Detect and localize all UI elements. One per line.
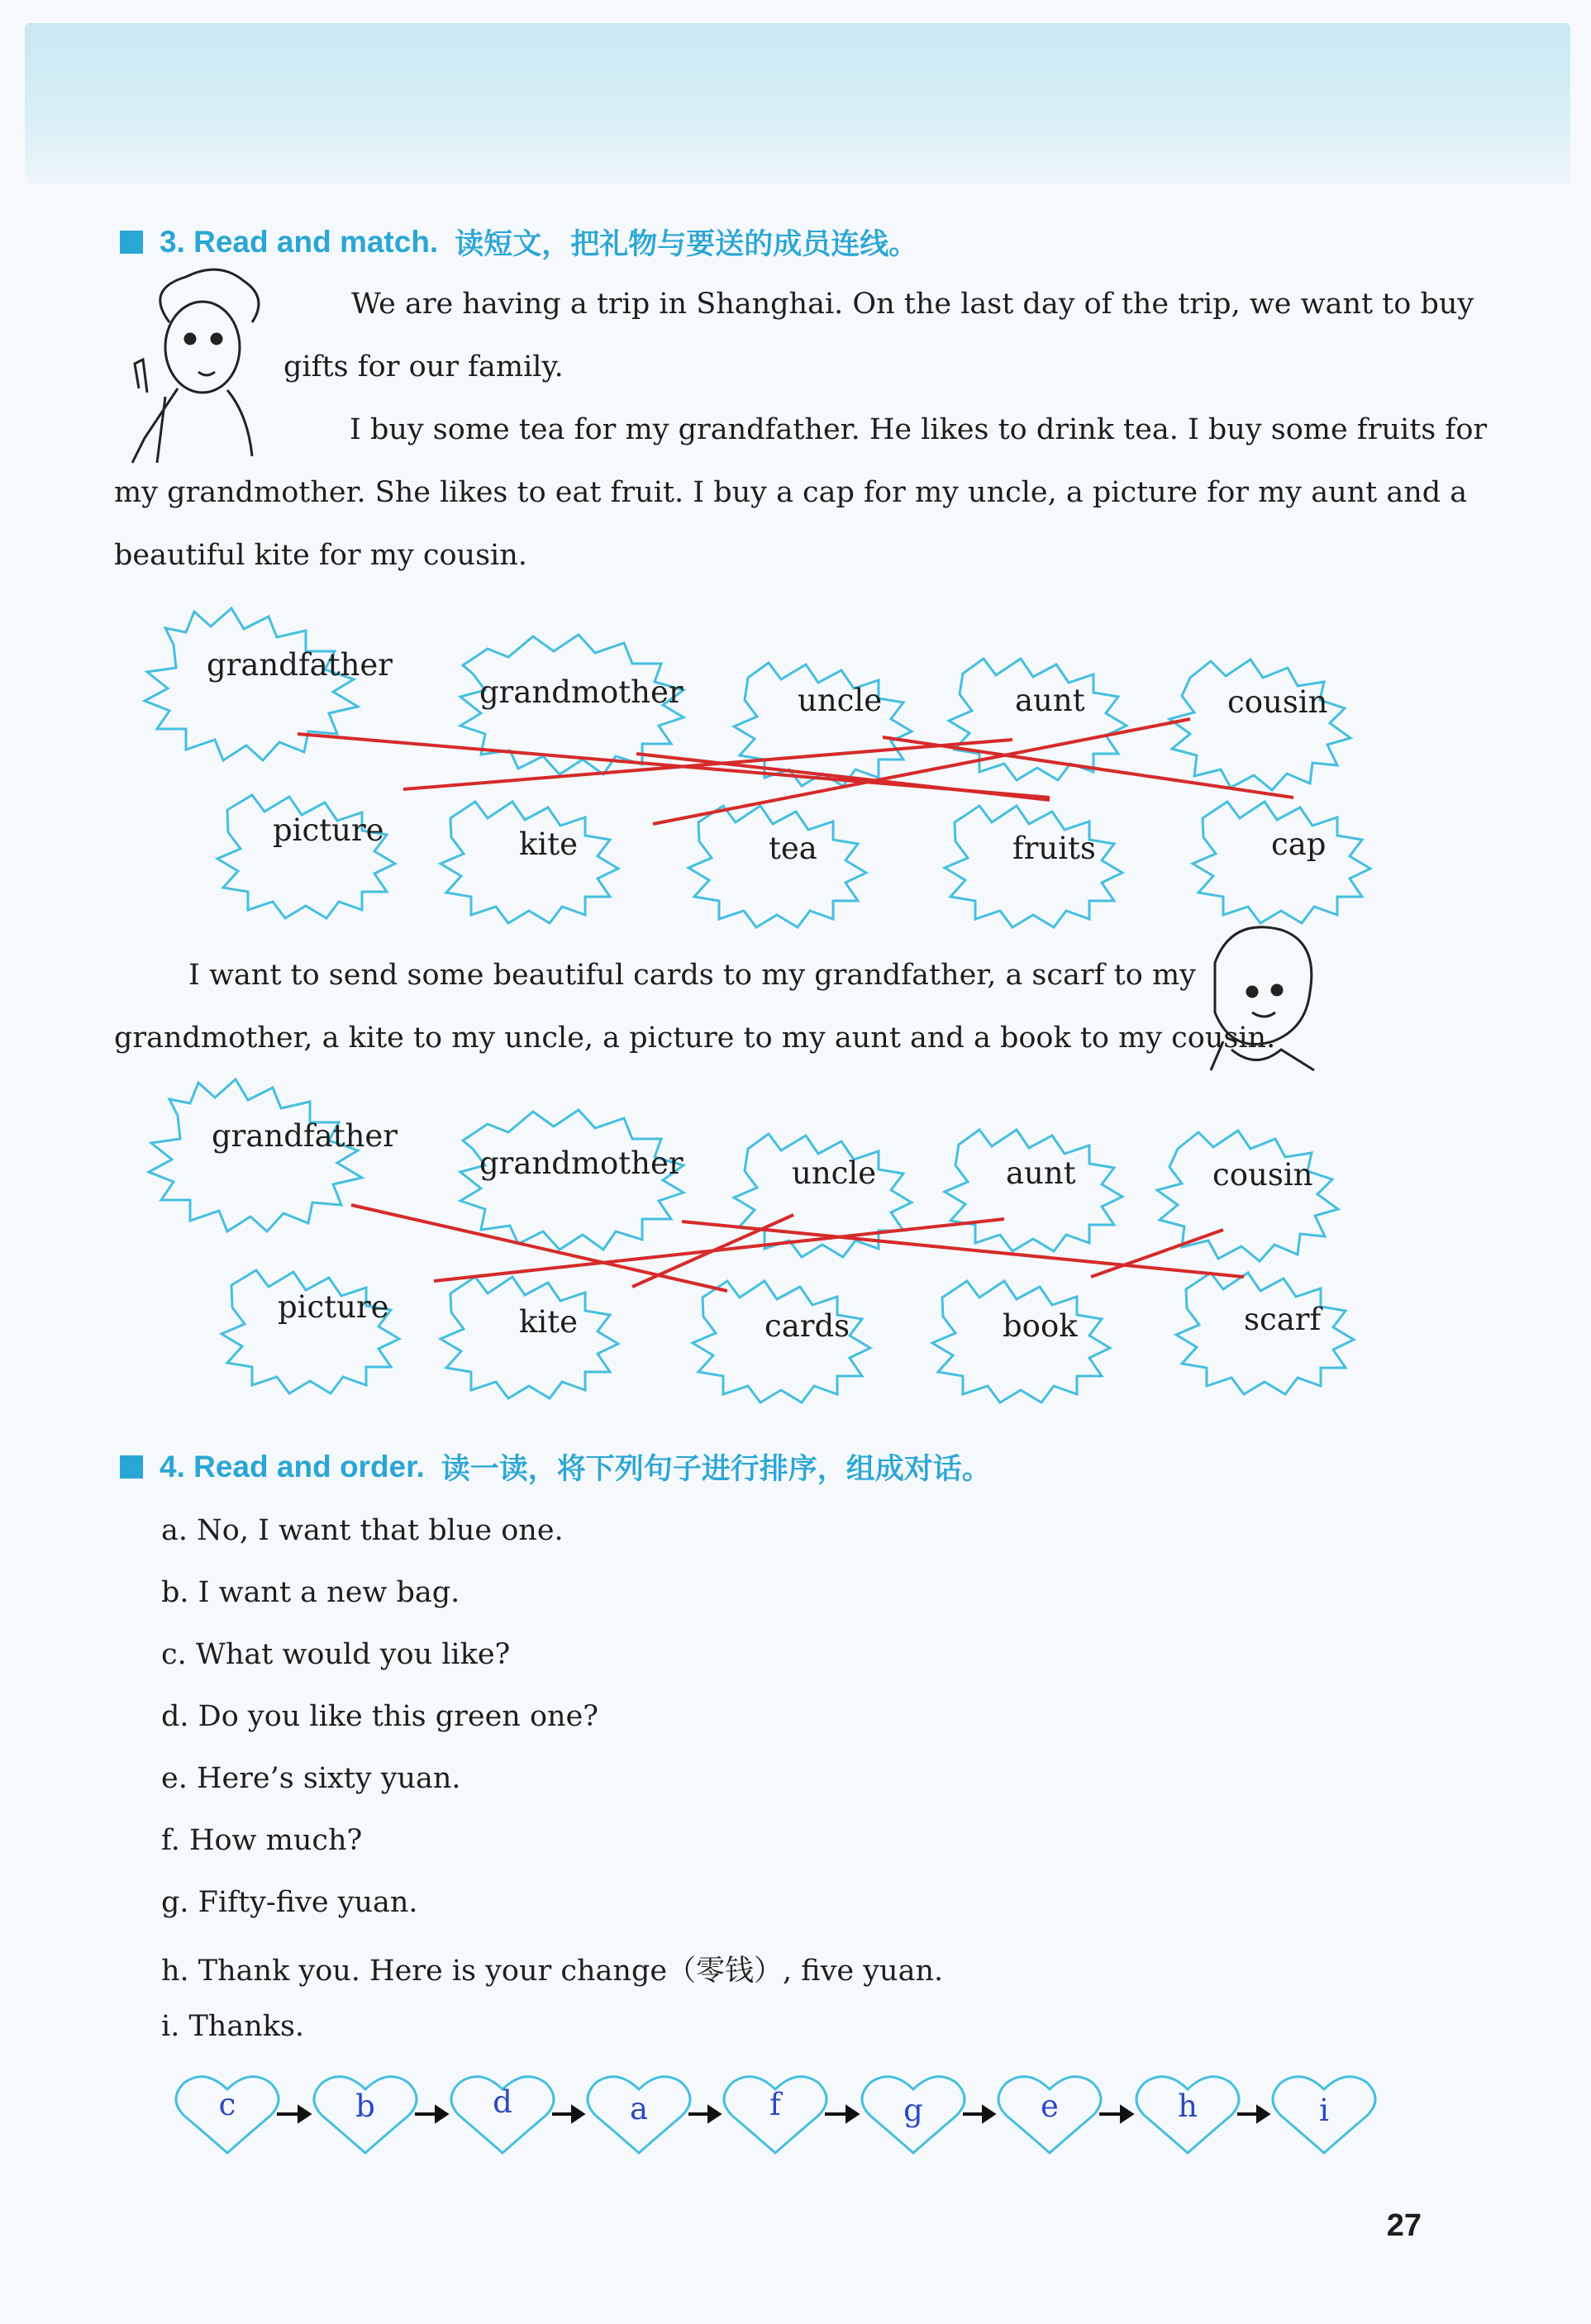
answer-slot-9: i bbox=[1319, 2093, 1329, 2128]
answer-slot-8: h bbox=[1178, 2088, 1198, 2124]
answer-slot-7: e bbox=[1041, 2088, 1059, 2124]
match2-gift-picture: picture bbox=[278, 1289, 389, 1325]
answer-slot-5: f bbox=[769, 2087, 781, 2122]
answer-slot-6: g bbox=[903, 2093, 923, 2128]
option-a: a. No, I want that blue one. bbox=[161, 1514, 564, 1547]
passage2-line1: I want to send some beautiful cards to my grandfather, a scarf to my bbox=[188, 959, 1196, 992]
passage1-line3: I buy some tea for my grandfather. He likes to drink tea. I buy some fruits for bbox=[350, 413, 1488, 446]
match1-gift-cap: cap bbox=[1271, 826, 1327, 862]
passage2-line2: grandmother, a kite to my uncle, a picture to my aunt and a book to my cousin. bbox=[114, 1022, 1276, 1055]
option-i: i. Thanks. bbox=[161, 2010, 305, 2043]
passage1-line2: gifts for our family. bbox=[283, 350, 564, 383]
match1-gift-fruits: fruits bbox=[1012, 831, 1096, 866]
match1-gift-tea: tea bbox=[769, 831, 817, 866]
match2-family-uncle: uncle bbox=[792, 1155, 877, 1191]
passage1-line1: We are having a trip in Shanghai. On the last day of the trip, we want to buy bbox=[351, 288, 1474, 321]
match1-family-uncle: uncle bbox=[798, 683, 883, 718]
answer-slot-2: b bbox=[355, 2088, 375, 2124]
page-number: 27 bbox=[1386, 2208, 1422, 2243]
match2-gift-book: book bbox=[1003, 1308, 1078, 1344]
passage1-line4: my grandmother. She likes to eat fruit. I buy a cap for my uncle, a picture for my aunt and a bbox=[114, 476, 1468, 509]
section4-title-cn: 读一读，将下列句子进行排序，组成对话。 bbox=[441, 1452, 991, 1486]
match1-family-grandfather: grandfather bbox=[207, 647, 393, 683]
answer-slot-3: d bbox=[493, 2084, 512, 2120]
option-e: e. Here’s sixty yuan. bbox=[161, 1762, 461, 1795]
option-d: d. Do you like this green one? bbox=[161, 1700, 599, 1733]
match1-gift-kite: kite bbox=[519, 826, 579, 862]
option-h: h. Thank you. Here is your change（零钱）, five yuan. bbox=[161, 1955, 944, 1988]
match2-gift-scarf: scarf bbox=[1244, 1302, 1322, 1337]
option-b: b. I want a new bag. bbox=[161, 1576, 460, 1609]
match2-family-aunt: aunt bbox=[1006, 1155, 1076, 1191]
match2-family-grandfather: grandfather bbox=[212, 1118, 398, 1154]
section3-title-cn: 读短文，把礼物与要送的成员连线。 bbox=[455, 227, 918, 261]
match1-family-grandmother: grandmother bbox=[479, 674, 684, 710]
match2-gift-kite: kite bbox=[519, 1304, 579, 1340]
match2-family-grandmother: grandmother bbox=[479, 1145, 684, 1181]
answer-slot-1: c bbox=[218, 2087, 236, 2122]
match2-gift-cards: cards bbox=[765, 1308, 850, 1344]
passage1-line5: beautiful kite for my cousin. bbox=[114, 539, 527, 572]
option-c: c. What would you like? bbox=[161, 1638, 511, 1671]
match1-family-aunt: aunt bbox=[1015, 683, 1085, 718]
section4-title-en: 4. Read and order. bbox=[160, 1450, 425, 1483]
match1-family-cousin: cousin bbox=[1227, 684, 1328, 720]
option-f: f. How much? bbox=[161, 1824, 363, 1857]
option-g: g. Fifty-five yuan. bbox=[161, 1886, 418, 1919]
answer-slot-4: a bbox=[629, 2091, 649, 2126]
match1-gift-picture: picture bbox=[273, 812, 384, 848]
match2-family-cousin: cousin bbox=[1212, 1157, 1313, 1193]
section3-title-en: 3. Read and match. bbox=[160, 225, 439, 259]
